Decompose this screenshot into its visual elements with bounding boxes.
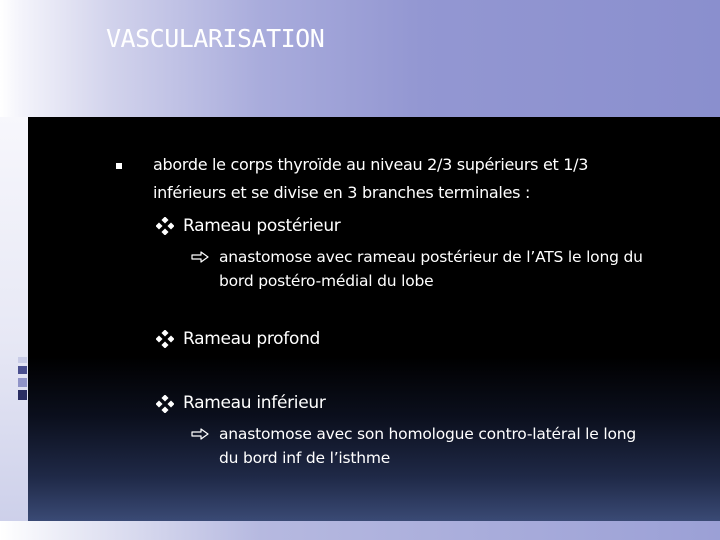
diamond-bullet-icon bbox=[156, 217, 174, 235]
decorative-block bbox=[18, 390, 27, 400]
branch-label-profond: Rameau profond bbox=[183, 329, 321, 349]
intro-line-1: aborde le corps thyroïde au niveau 2/3 supérieurs et 1/3 bbox=[153, 155, 589, 174]
branch-label-inferieur: Rameau inférieur bbox=[183, 393, 326, 413]
branch-detail-posterieur-line-1: anastomose avec rameau postérieur de l’ATS le long du bbox=[219, 248, 643, 266]
arrow-bullet-icon bbox=[191, 428, 209, 440]
slide-title: VASCULARISATION bbox=[106, 24, 325, 53]
square-bullet-icon bbox=[116, 163, 122, 169]
decorative-block bbox=[18, 378, 27, 387]
branch-detail-posterieur-line-2: bord postéro-médial du lobe bbox=[219, 272, 434, 290]
arrow-bullet-icon bbox=[191, 251, 209, 263]
intro-line-2: inférieurs et se divise en 3 branches terminales : bbox=[153, 183, 531, 202]
decorative-block bbox=[18, 357, 27, 363]
left-decorative-strip bbox=[0, 117, 28, 521]
decorative-block bbox=[18, 366, 27, 374]
branch-detail-inferieur-line-1: anastomose avec son homologue contro-latéral le long bbox=[219, 425, 636, 443]
diamond-bullet-icon bbox=[156, 330, 174, 348]
branch-label-posterieur: Rameau postérieur bbox=[183, 216, 341, 236]
bottom-decorative-band bbox=[0, 521, 720, 540]
diamond-bullet-icon bbox=[156, 395, 174, 413]
branch-detail-inferieur-line-2: du bord inf de l’isthme bbox=[219, 449, 391, 467]
